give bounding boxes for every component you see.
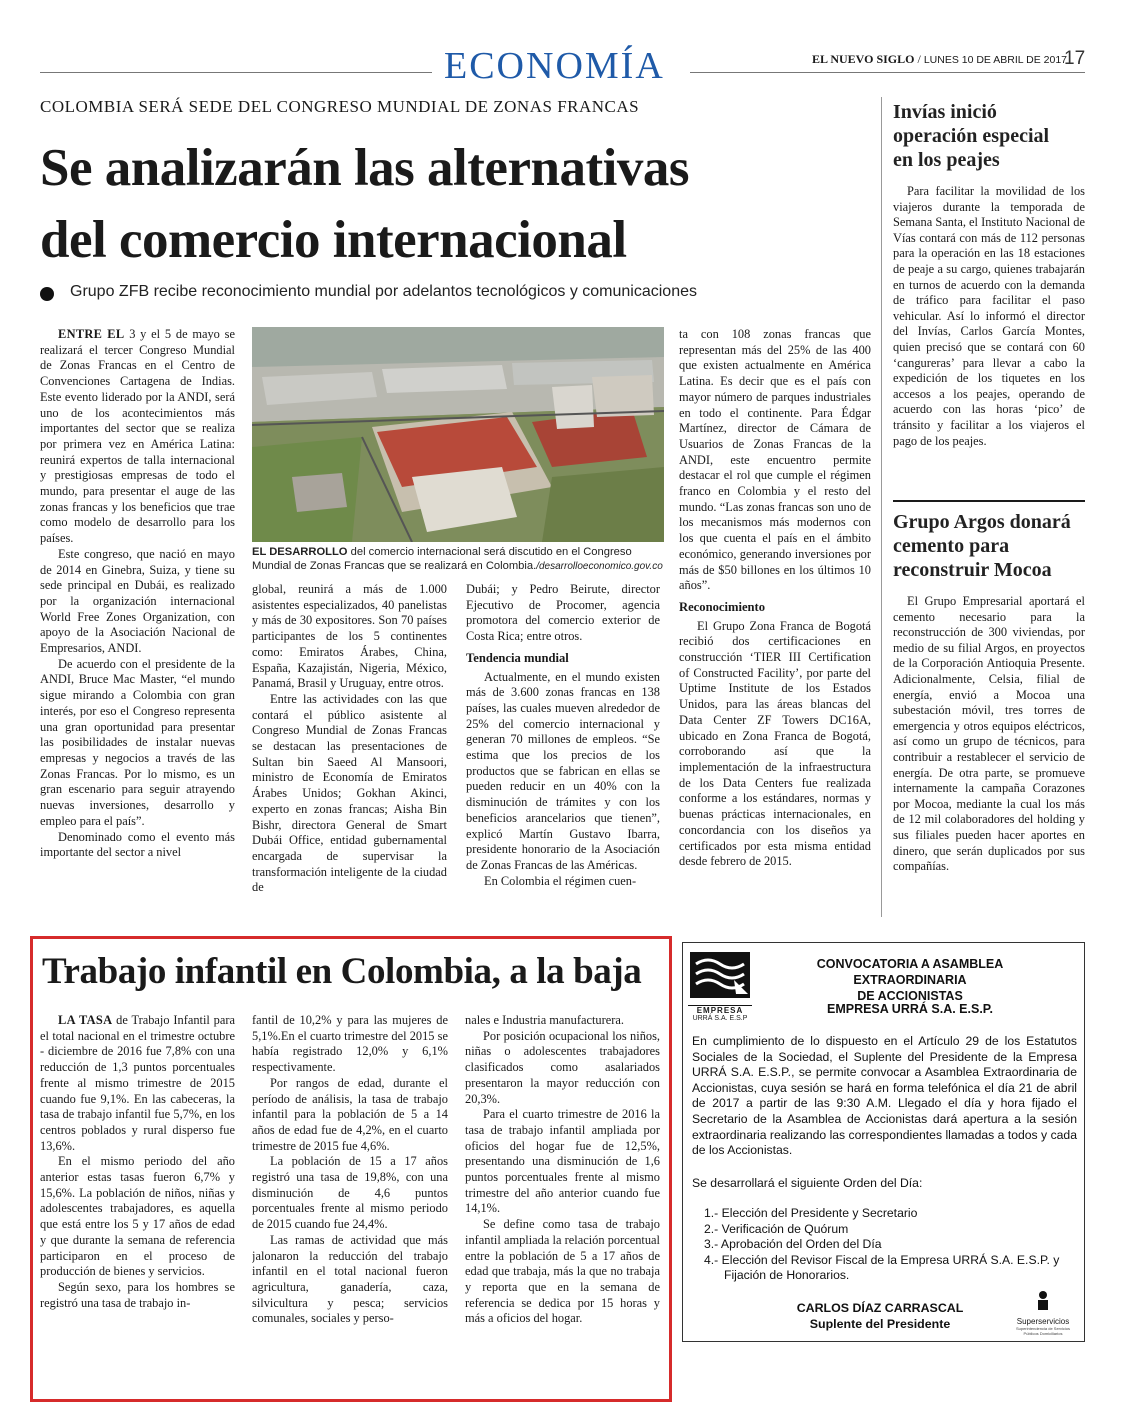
child-labor-column-1 [40,1013,235,1393]
article-lead-words: ENTRE EL [58,327,125,341]
agenda-intro: Se desarrollará el siguiente Orden del Día: [692,1176,923,1190]
industrial-park-photo [252,327,664,542]
article-col3-paragraph-1: Dubái; y Pedro Beirute, director Ejecutivo de Procomer, agencia promotora del comercio exterior de Costa Rica; entre otros. [466,582,660,644]
section-title: ECONOMÍA [444,45,665,87]
article-headline [40,132,689,276]
child-labor-col1-paragraph-1: de Trabajo Infantil para el total nacional en el trimestre octubre - diciembre de 2016 fue 7,8% con una reducción de 1,3 puntos porcentuales frente al mismo trimestre de 2015 cuando fue 9,1%. En las cabeceras, la tasa de trabajo infantil fue 5,7%, en los centros poblados y rural disperso fue 13,6%. [40,1013,235,1153]
subheading-reconocimiento: Reconocimiento [679,599,766,614]
header-rule-right [690,72,1085,73]
signer-name: CARLOS DÍAZ CARRASCAL [796,1301,964,1315]
bullet-icon [40,287,54,301]
page-number: 17 [1064,48,1086,69]
article-column-4 [679,327,871,917]
issue-date: LUNES 10 DE ABRIL DE 2017 [923,54,1067,66]
child-labor-col2-paragraph-4: Las ramas de actividad que más jalonaron la reducción del trabajo infantil en el total nacional fueron agricultura, ganadería, caza, silvicultura y pesca; servicios comunales, sociales y perso- [252,1232,448,1326]
sidebar-story1-text: Para facilitar la movilidad de los viajeros durante la temporada de Semana Santa, el Instituto Nacional de Vías contará con más de 112 personas para la operación en las 18 estaciones de peaje a su cargo, quienes trabajarán en turnos de acuerdo con la demanda de tráfico para facilitar el paso vehicular. Así lo informó el director del Invías, Carlos García Montes, quien precisó que se contará con 60 ‘cangureras’ para llevar a cabo la expedición de los tiquetes en los accesos a los peajes, operando de acuerdo con las horas ‘pico’ de tránsito y facilitar a los viajeros el pago de los peajes. [893,184,1085,448]
article-column-1 [40,327,235,917]
agenda-item: 3.- Aprobación del Orden del Día [704,1237,882,1251]
caption-text: del comercio internacional será discutido en el Congreso Mundial de Zonas Francas que se realizará en Colombia. [252,546,632,572]
sidebar-divider [881,97,882,917]
child-labor-col2-paragraph-2: Por rangos de edad, durante el período de análisis, la tasa de trabajo infantil para la población de 5 a 14 años de edad fue de 4,2%, en el cuarto trimestre de 2015 fue 4,6%. [252,1075,448,1153]
child-labor-headline: Trabajo infantil en Colombia, a la baja [42,951,642,992]
agenda-item: 4.- Elección del Revisor Fiscal de la Empresa URRÁ S.A. E.S.P. y Fijación de Honorarios. [704,1252,1060,1282]
meta-separator: / [917,52,921,66]
urra-logo-icon [688,950,752,1000]
sidebar-story2-text: El Grupo Empresarial aportará el cemento necesario para la reconstrucción de 300 viviendas, por medio de su filial Argos, en proyectos de la Corporación Antioquia Presente. Adicionalmente, Celsia, filial de energía, envió a Mocoa una subestación móvil, tres torres de emergencia y otros equipos eléctricos, así como un grupo de técnicos, para contribuir a restablecer el servicio de energía. De otra parte, se promueve internamente la campaña Corazones por Mocoa, mediante la cual los más de 12 mil colaboradores del holding y sus filiales pueden hacer aportes en dinero, que serán duplicados por sus compañías. [893,594,1085,874]
headline-line-1: Se analizarán las alternativas [40,139,689,197]
notice-body-text: En cumplimiento de lo dispuesto en el Artículo 29 de los Estatutos Sociales de la Sociedad, el Suplente del Presidente de la Empresa URRÁ S.A. E.S.P., se permite convocar a Asamblea Extraordinaria de Accionistas, cuya sesión se hará en forma telefónica el día 21 de abril de 2017 a partir de las 9:30 A.M. Llegado el día y hora fijado el Secretario de la Asamblea de Accionistas dará apertura a la sesión extraordinaria realizando las correspondientes llamadas a todos y cada de los Accionistas. [692,1034,1077,1158]
superservicios-icon [1033,1290,1053,1312]
child-labor-lead-words: LA TASA [58,1013,113,1027]
agenda-item: 1.- Elección del Presidente y Secretario [704,1206,918,1220]
article-subhead: Grupo ZFB recibe reconocimiento mundial por adelantos tecnológicos y comunicaciones [70,283,697,300]
photo-caption [252,545,667,574]
caption-lead: EL DESARROLLO [252,546,348,558]
logo-word: EMPRESA [688,1005,752,1015]
notice-title-line-1: CONVOCATORIA A ASAMBLEA EXTRAORDINARIA [816,957,1004,987]
article-col4-paragraph-1: ta con 108 zonas francas que representan más del 25% de las 400 que existen actualmente en América Latina. Es decir que es el país con mayor número de parques industriales en todo el continente. Para Édgar Martínez, director de Cámara de Usuarios de Zonas Francas de la ANDI, este encuentro permite destacar el rol que cumple el régimen franco en Colombia y el resto del mundo. “Las zonas francas son uno de los mecanismos más modernos con los que cuenta el país en el ámbito económico, generando inversiones por más de $50 billones en los últimos 10 años”. [679,327,871,593]
notice-title [760,956,1060,1004]
article-col2-paragraph-1: global, reunirá a más de 1.000 asistentes especializados, 40 panelistas y más de 30 expositores. Son 70 países participantes de los 5 continentes como: Emiratos Árabes, China, España, Kazajistán, Nigeria, México, Panamá, Brasil y Uruguay, entre otros. [252,582,447,691]
child-labor-col1-paragraph-2: En el mismo periodo del año anterior estas tasas fueron 6,7% y 15,6%. La población de niños, niñas y adolescentes trabajadores, es aquella que está entre los 5 y 17 años de edad y que durante la semana de referencia participaron en el proceso de producción de bienes y servicios. [40,1154,235,1279]
child-labor-column-3 [465,1013,660,1393]
article-col3-paragraph-2: Actualmente, en el mundo existen más de 3.600 zonas francas en 138 países, las cuales mueven alrededor de 25% del comercio internacional y generan 70 millones de empleos. “Se estima que los precios de los productos que se fabrican en ellas se pueden reducir en un 40% con la disminución de trámites y con los beneficios arancelarios que tienen”, explicó Martín Gustavo Ibarra, presidente honorario de la Asociación de Zonas Francas de las Américas. [466,669,660,872]
header-rule-left [40,72,432,73]
regulator-subtitle: Superintendencia de Servicios Públicos Domiciliarios [1015,1326,1071,1336]
article-col4-paragraph-2: El Grupo Zona Franca de Bogotá recibió dos certificaciones en construcción ‘TIER III Certification of Constructed Facility’, por parte del Uptime Institute de los Estados Unidos, para las áreas blancas del Data Center ZF Towers DC16A, ubicado en Zona Franca de Bogotá, corroborando así que la implementación de la infraestructura de los Data Centers fue realizada conforme a los estándares, normas y buenas prácticas internacionales, en concordancia con los diseños ya certificados por esta misma entidad desde febrero de 2015. [679,618,871,869]
sidebar-story1-title: Invías inició operación especial en los peajes [893,101,1050,171]
agenda-item: 2.- Verificación de Quórum [704,1221,849,1236]
article-column-3 [466,582,660,917]
article-col1-paragraph-2: Este congreso, que nació en mayo de 2014 en Ginebra, Suiza, y tiene su sede principal en Dubái, es realizado por la organización internacional World Free Zones Organization, con apoyo de la Asociación Nacional de Empresarios, ANDI. [40,546,235,656]
signer-role: Suplente del Presidente [809,1317,951,1331]
child-labor-col2-paragraph-1: fantil de 10,2% y para las mujeres de 5,1%.En el cuarto trimestre del 2015 se había registrado 12,0% y 6,1% respectivamente. [252,1013,448,1075]
sidebar-story2-body [893,594,1085,919]
subheading-tendencia: Tendencia mundial [466,650,569,665]
article-col1-paragraph-1: 3 y el 5 de mayo se realizará el tercer Congreso Mundial de Zonas Francas en el Centro de Convenciones Cartagena de Indias. Este evento liderado por la ANDI, será uno de los acontecimientos más importantes del sector que se realiza por primera vez en América Latina: reunirá expertos de talla internacional y prestigiosas empresas de todo el mundo, para presentar el auge de las zonas francas y los beneficios que trae como modelo de desarrollo para los países. [40,327,235,546]
notice-title-line-2: DE ACCIONISTAS [857,989,963,1003]
article-kicker: COLOMBIA SERÁ SEDE DEL CONGRESO MUNDIAL DE ZONAS FRANCAS [40,97,640,116]
newspaper-name: EL NUEVO SIGLO [812,52,915,66]
child-labor-column-2 [252,1013,448,1393]
sidebar-story-separator [893,500,1085,502]
article-col1-paragraph-4: Denominado como el evento más importante del sector a nivel [40,829,235,860]
child-labor-col3-paragraph-1: nales e Industria manufacturera. [465,1013,624,1027]
child-labor-col3-paragraph-4: Se define como tasa de trabajo infantil ampliada la relación porcentual entre la población de 5 a 17 años de edad que trabaja, más la que no trabaja y reporta que en la semana de referencia se dedica por 15 horas y más a oficios del hogar. [465,1217,660,1326]
child-labor-col1-paragraph-3: Según sexo, para los hombres se registró una tasa de trabajo in- [40,1279,235,1310]
article-col1-paragraph-3: De acuerdo con el presidente de la ANDI, Bruce Mac Master, “el mundo sigue mirando a Colombia con gran interés, por eso el Congreso representa una gran oportunidad para presentar las posibilidades de instalar nuevas empresas y negocios a través de las Zonas Francas. Por lo mismo, es un gran escenario para seguir atrayendo nuevas inversiones, desarrollo y empleo para el país”. [40,656,235,828]
child-labor-col3-paragraph-3: Para el cuarto trimestre de 2016 la tasa de trabajo infantil ampliada por oficios del hogar fue de 12,5%, presentando una disminución de 1,6 puntos porcentuales frente al mismo trimestre del año anterior cuando fue 14,1%. [465,1107,660,1216]
notice-company: EMPRESA URRÁ S.A. E.S.P. [826,1002,993,1016]
child-labor-col2-paragraph-3: La población de 15 a 17 años registró una tasa de 19,8%, con una disminución de 4,6 puntos porcentuales frente al mismo periodo de 2015 cuando fue 24,4%. [252,1154,448,1232]
logo-subtitle: URRÁ S.A. E.S.P [692,1015,748,1022]
header-meta [812,52,1067,67]
company-logo [688,950,752,1026]
article-photo [252,327,664,542]
notice-body [692,1034,1077,1159]
regulator-logo [1010,1290,1076,1338]
regulator-name: Superservicios [1016,1317,1070,1326]
sidebar-story1-body [893,184,1085,494]
photo-credit: /desarrolloeconomico.gov.co [536,561,663,572]
notice-signature [770,1300,990,1332]
article-column-2 [252,582,447,917]
article-col2-paragraph-2: Entre las actividades con las que contará el público asistente al Congreso Mundial de Zonas Francas se destacan las presentaciones de Sultan bin Saeed Al Mansoori, ministro de Economía de Emiratos Árabes Unidos; Gokhan Akinci, experto en zonas francas; Aisha Bin Bishr, directora General de Smart Dubái Office, entidad gubernamental encargada de supervisar la transformación inteligente de la ciudad de [252,691,447,895]
child-labor-col3-paragraph-2: Por posición ocupacional los niños, niñas o adolescentes trabajadores clasificados como asalariados presentaron la mayor reducción con 20,3%. [465,1028,660,1106]
article-col3-paragraph-3: En Colombia el régimen cuen- [484,873,637,888]
agenda-list [704,1206,1076,1284]
sidebar-story2-title: Grupo Argos donará cemento para reconstruir Mocoa [893,511,1071,581]
headline-line-2: del comercio internacional [40,211,627,269]
